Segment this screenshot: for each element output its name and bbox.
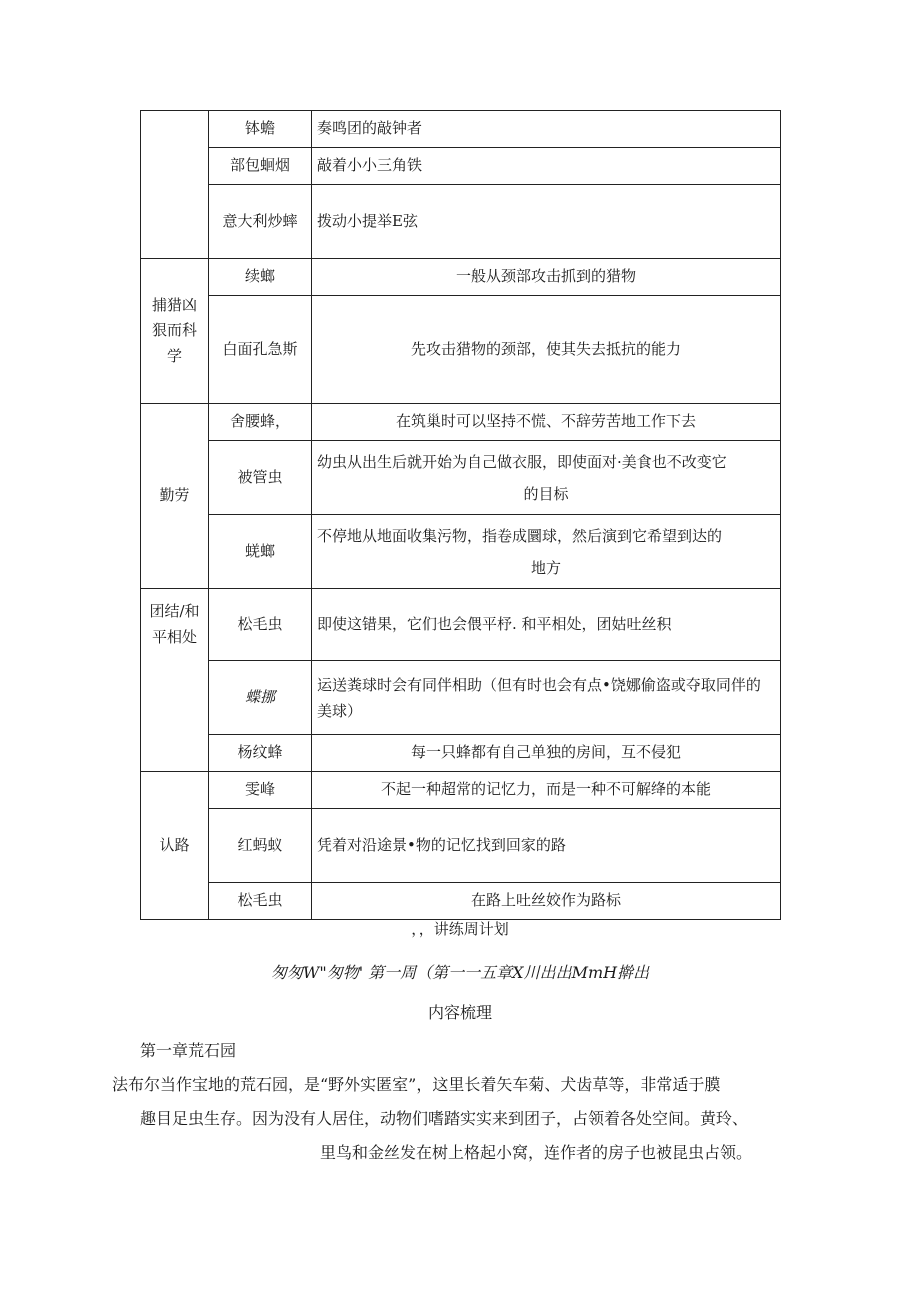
insect-trait-table <box>140 110 781 920</box>
insect-name: 被管虫 <box>209 441 312 515</box>
insect-name: 红蚂蚁 <box>209 809 312 883</box>
category-cell: 认路 <box>141 772 209 920</box>
insect-name: 雯峰 <box>209 772 312 809</box>
chapter-text-line: 趣目足虫生存。因为没有人居住，动物们嗜踏实实来到团子，占领着各处空间。黄玲、 <box>140 1109 749 1128</box>
insect-name: 续螂 <box>209 259 312 296</box>
table-row <box>141 883 781 920</box>
table-row <box>141 111 781 148</box>
table-row <box>141 148 781 185</box>
category-cell: 团结/和平相处 <box>141 589 209 772</box>
insect-name: 白面孔急斯 <box>209 296 312 404</box>
table-row <box>141 735 781 772</box>
table-row <box>141 661 781 735</box>
insect-trait: 奏鸣团的敲钟者 <box>312 111 781 148</box>
insect-trait: 在筑巢时可以坚持不慌、不辞劳苦地工作下去 <box>312 404 781 441</box>
insect-name: 意大利炒蟀 <box>209 185 312 259</box>
insect-trait: 每一只蜂都有自己单独的房间，互不侵犯 <box>312 735 781 772</box>
insect-trait: 运送粪球时会有同伴相助（但有时也会有点•饶娜偷盗或夺取同伴的美球） <box>312 661 781 735</box>
insect-trait: 不起一种超常的记忆力，而是一种不可解绛的本能 <box>312 772 781 809</box>
category-cell <box>141 111 209 259</box>
category-cell: 捕猎凶狠而科学 <box>141 259 209 404</box>
week-heading: 匆匆W"匆物' 第一周（第一一五章X川出出MmH擀出 <box>270 963 650 982</box>
insect-name: 钵蟾 <box>209 111 312 148</box>
insect-name: 杨纹蜂 <box>209 735 312 772</box>
insect-trait-line-end: 地方 <box>530 558 561 577</box>
table-row <box>141 404 781 441</box>
insect-trait <box>312 441 781 515</box>
insect-trait: 在路上吐丝姣作为路标 <box>312 883 781 920</box>
table-row <box>141 296 781 404</box>
table-row <box>141 259 781 296</box>
insect-name: 松毛虫 <box>209 589 312 661</box>
insect-name: 蝶挪 <box>209 661 312 735</box>
table-row <box>141 441 781 515</box>
category-cell: 勤劳 <box>141 404 209 589</box>
insect-trait-line: 不停地从地面收集污物，指卷成圜球，然后演到它希望到达的 <box>317 526 723 545</box>
table-row <box>141 772 781 809</box>
plan-caption: ，，讲练周计划 <box>411 920 509 938</box>
insect-trait: 凭着对沿途景•物的记忆找到回家的路 <box>312 809 781 883</box>
insect-name: 部包蛔烟 <box>209 148 312 185</box>
chapter-title: 第一章荒石园 <box>140 1041 237 1060</box>
insect-trait: 一般从颈部攻击抓到的猎物 <box>312 259 781 296</box>
insect-name: 舍腰蜂， <box>209 404 312 441</box>
insect-name: 松毛虫 <box>209 883 312 920</box>
insect-trait-line-end: 的目标 <box>523 484 569 503</box>
table-row <box>141 185 781 259</box>
section-heading: 内容梳理 <box>427 1003 492 1022</box>
insect-trait: 敲着小小三角铁 <box>312 148 781 185</box>
table-row <box>141 515 781 589</box>
chapter-text-line: 里鸟和金丝发在树上格起小窝，连作者的房子也被昆虫占领。 <box>320 1143 753 1162</box>
insect-trait <box>312 515 781 589</box>
table-row <box>141 809 781 883</box>
insect-trait: 即使这错果，它们也会偎平杼. 和平相处，团姑吐丝积 <box>312 589 781 661</box>
insect-trait-line: 幼虫从出生后就开始为自己做衣服，即使面对·美食也不改变它 <box>317 452 727 471</box>
chapter-text-line: 法布尔当作宝地的荒石园，是“野外实匿室”，这里长着矢车菊、犬齿草等，非常适于膜 <box>112 1075 721 1094</box>
insect-trait: 拨动小提举E弦 <box>312 185 781 259</box>
insect-trait: 先攻击猎物的颈部，使其失去抵抗的能力 <box>312 296 781 404</box>
insect-name: 蜣螂 <box>209 515 312 589</box>
table-row <box>141 589 781 661</box>
